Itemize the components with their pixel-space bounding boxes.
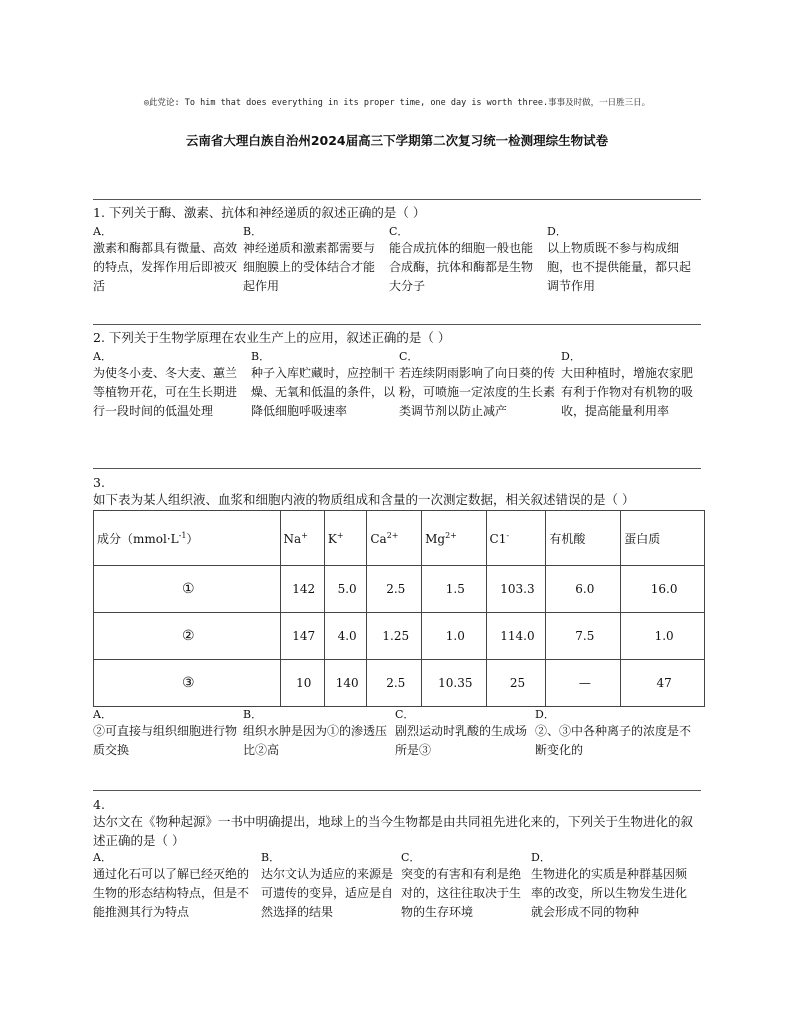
question-divider bbox=[93, 468, 701, 469]
table-cell: 114.0 bbox=[486, 613, 546, 660]
option-label: A． bbox=[93, 851, 112, 864]
option-label: A． bbox=[93, 708, 112, 721]
option-a[interactable] bbox=[93, 225, 243, 296]
header-cell-component: 成分$(mmol\cdot L^{-1})$ bbox=[94, 511, 281, 566]
question-4-number: 4. bbox=[93, 797, 105, 812]
option-c[interactable] bbox=[389, 225, 547, 296]
table-header-row bbox=[94, 511, 705, 566]
option-text: 神经递质和激素都需要与细胞膜上的受体结合才能起作用 bbox=[243, 241, 376, 293]
option-label: D． bbox=[561, 350, 581, 363]
table-row bbox=[94, 566, 705, 613]
question-text: 下列关于生物学原理在农业生产上的应用，叙述正确的是（ ） bbox=[108, 330, 451, 345]
question-2-options bbox=[93, 350, 703, 421]
table-cell: 4.0 bbox=[324, 613, 366, 660]
question-3-options bbox=[93, 708, 703, 760]
option-text: 若连续阴雨影响了向日葵的传粉，可喷施一定浓度的生长素类调节剂以防止减产 bbox=[399, 366, 556, 418]
table-cell: 10.35 bbox=[422, 660, 486, 707]
question-1-options bbox=[93, 225, 703, 296]
option-c[interactable] bbox=[395, 708, 535, 760]
header-cell-na: Na+ bbox=[280, 511, 324, 566]
option-text: ②、③中各种离子的浓度是不断变化的 bbox=[535, 724, 692, 757]
composition-table bbox=[93, 510, 705, 707]
row-label: ③ bbox=[94, 660, 281, 707]
row-label: ① bbox=[94, 566, 281, 613]
option-label: B． bbox=[243, 225, 263, 238]
option-label: A． bbox=[93, 350, 112, 363]
table-cell: 103.3 bbox=[486, 566, 546, 613]
question-4-stem: 达尔文在《物种起源》一书中明确提出，地球上的当今生物都是由共同祖先进化来的，下列关于生物进化的叙述正确的是（ ） bbox=[93, 814, 694, 848]
option-d[interactable] bbox=[531, 851, 701, 922]
header-cell-protein: 蛋白质 bbox=[621, 511, 705, 566]
question-4-options bbox=[93, 851, 703, 922]
table-cell: 2.5 bbox=[367, 566, 422, 613]
option-d[interactable] bbox=[561, 350, 703, 421]
table-cell: 25 bbox=[486, 660, 546, 707]
option-text: ②可直接与组织细胞进行物质交换 bbox=[93, 724, 238, 757]
table-cell: 10 bbox=[280, 660, 324, 707]
question-1-stem bbox=[93, 203, 701, 222]
table-cell: 5.0 bbox=[324, 566, 366, 613]
option-text: 能合成抗体的细胞一般也能合成酶，抗体和酶都是生物大分子 bbox=[389, 241, 534, 293]
option-b[interactable] bbox=[243, 708, 395, 760]
option-label: C． bbox=[395, 708, 415, 721]
option-label: C． bbox=[399, 350, 419, 363]
option-c[interactable] bbox=[401, 851, 531, 922]
header-cell-cl: C1- bbox=[486, 511, 546, 566]
table-cell: 1.25 bbox=[367, 613, 422, 660]
option-d[interactable] bbox=[547, 225, 703, 296]
question-2-stem bbox=[93, 328, 701, 347]
option-text: 剧烈运动时乳酸的生成场所是③ bbox=[395, 724, 528, 757]
motto-line: ◎此党论: To him that does everything in its proper time, one day is worth three.事事及时做，一日胜三日。 bbox=[143, 98, 651, 108]
question-number: 2. bbox=[93, 330, 105, 345]
header-cell-ca: $Ca^{2+}$ bbox=[367, 511, 422, 566]
option-text: 种子入库贮藏时，应控制干燥、无氧和低温的条件，以降低细胞呼吸速率 bbox=[251, 366, 396, 418]
table-cell: 1.5 bbox=[422, 566, 486, 613]
table-cell: 1.0 bbox=[422, 613, 486, 660]
option-text: 生物进化的实质是种群基因频率的改变，所以生物发生进化就会形成不同的物种 bbox=[531, 867, 688, 919]
option-b[interactable] bbox=[261, 851, 401, 922]
option-label: B． bbox=[243, 708, 263, 721]
option-label: D． bbox=[535, 708, 555, 721]
option-text: 通过化石可以了解已经灭绝的生物的形态结构特点，但是不能推测其行为特点 bbox=[93, 867, 250, 919]
option-label: B． bbox=[251, 350, 271, 363]
option-label: B． bbox=[261, 851, 281, 864]
header-cell-mg: $Mg^{2+}$ bbox=[422, 511, 486, 566]
option-a[interactable] bbox=[93, 851, 261, 922]
option-c[interactable] bbox=[399, 350, 561, 421]
table-cell: — bbox=[546, 660, 621, 707]
option-text: 激素和酶都具有微量、高效的特点，发挥作用后即被灭活 bbox=[93, 241, 238, 293]
option-a[interactable] bbox=[93, 350, 251, 421]
page-title: 云南省大理白族自治州2024届高三下学期第二次复习统一检测理综生物试卷 bbox=[185, 133, 609, 148]
question-divider bbox=[93, 790, 701, 791]
option-text: 以上物质既不参与构成细胞，也不提供能量，都只起调节作用 bbox=[547, 241, 692, 293]
table-cell: 140 bbox=[324, 660, 366, 707]
table-cell: 47 bbox=[621, 660, 705, 707]
table-cell: 16.0 bbox=[621, 566, 705, 613]
question-divider bbox=[93, 199, 701, 200]
row-label: ② bbox=[94, 613, 281, 660]
question-3-stem: 如下表为某人组织液、血浆和细胞内液的物质组成和含量的一次测定数据，相关叙述错误的是（ ） bbox=[93, 492, 635, 507]
table-cell: 2.5 bbox=[367, 660, 422, 707]
question-number: 1. bbox=[93, 205, 105, 220]
table-cell: 142 bbox=[280, 566, 324, 613]
option-text: 大田种植时，增施农家肥有利于作物对有机物的吸收，提高能量利用率 bbox=[561, 366, 694, 418]
table-cell: 147 bbox=[280, 613, 324, 660]
option-text: 达尔文认为适应的来源是可遗传的变异，适应是自然选择的结果 bbox=[261, 867, 394, 919]
option-label: A． bbox=[93, 225, 112, 238]
table-row bbox=[94, 613, 705, 660]
table-cell: 6.0 bbox=[546, 566, 621, 613]
table-cell: 1.0 bbox=[621, 613, 705, 660]
option-b[interactable] bbox=[251, 350, 399, 421]
option-d[interactable] bbox=[535, 708, 703, 760]
option-label: D． bbox=[531, 851, 551, 864]
option-b[interactable] bbox=[243, 225, 389, 296]
option-text: 为使冬小麦、冬大麦、蕙兰等植物开花，可在生长期进行一段时间的低温处理 bbox=[93, 366, 238, 418]
option-label: C． bbox=[401, 851, 421, 864]
option-label: C． bbox=[389, 225, 409, 238]
header-cell-k: K+ bbox=[324, 511, 366, 566]
question-text: 下列关于酶、激素、抗体和神经递质的叙述正确的是（ ） bbox=[108, 205, 426, 220]
question-divider bbox=[93, 324, 701, 325]
table-row bbox=[94, 660, 705, 707]
option-text: 突变的有害和有利是绝对的，这往往取决于生物的生存环境 bbox=[401, 867, 522, 919]
table-cell: 7.5 bbox=[546, 613, 621, 660]
header-cell-organic-acid: 有机酸 bbox=[546, 511, 621, 566]
option-label: D． bbox=[547, 225, 567, 238]
option-text: 组织水肿是因为①的渗透压比②高 bbox=[243, 724, 388, 757]
question-3-number: 3. bbox=[93, 475, 105, 490]
option-a[interactable] bbox=[93, 708, 243, 760]
